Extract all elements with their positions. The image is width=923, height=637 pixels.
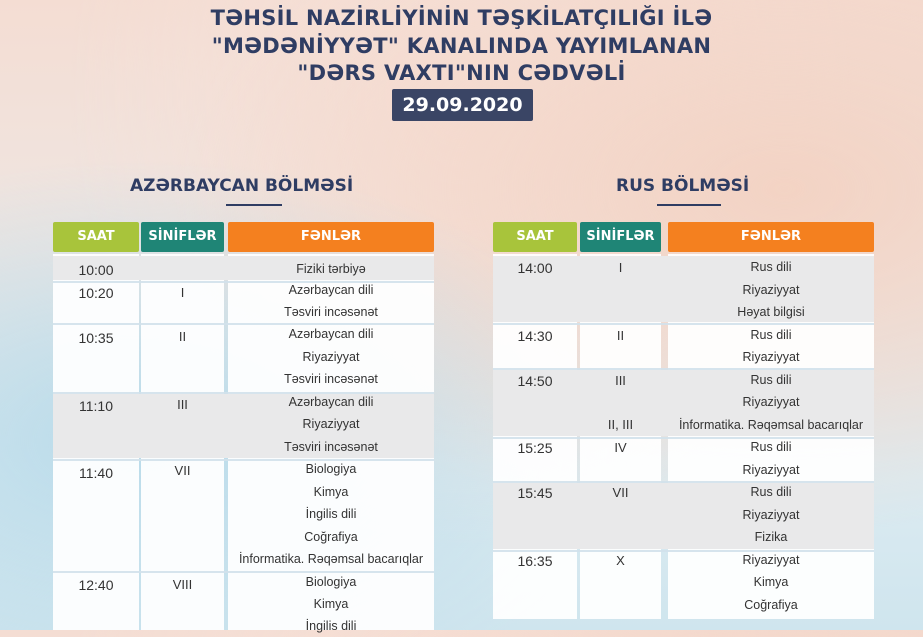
- az-grade: II: [178, 329, 187, 344]
- az-time: 11:10: [79, 398, 113, 414]
- ru-subject: Riyaziyyat: [742, 553, 800, 567]
- ru-subject: Kimya: [753, 575, 789, 589]
- title-line-1: TƏHSİL NAZİRLİYİNİN TƏŞKİLATÇILIĞI İLƏ: [210, 6, 713, 30]
- az-subject: Azərbaycan dili: [288, 395, 374, 409]
- date-badge: 29.09.2020: [392, 89, 533, 121]
- ru-grade: II: [616, 328, 625, 343]
- ru-time: 16:35: [517, 553, 553, 569]
- az-subject: Azərbaycan dili: [288, 327, 374, 341]
- az-subject: Azərbaycan dili: [288, 283, 374, 297]
- ru-time: 15:25: [517, 440, 553, 456]
- ru-grade: X: [616, 553, 625, 568]
- ru-subject: Riyaziyyat: [742, 283, 800, 297]
- ru-section-rule: [657, 204, 721, 206]
- ru-subject: Rus dili: [750, 440, 792, 454]
- ru-subject: Coğrafiya: [744, 598, 798, 612]
- ru-grade: IV: [614, 440, 627, 455]
- az-grade: I: [180, 285, 185, 300]
- ru-subject: Riyaziyyat: [742, 350, 800, 364]
- az-time: 11:40: [79, 465, 113, 481]
- az-subject: İnformatika. Rəqəmsal bacarıqlar: [238, 552, 424, 566]
- az-subject: Biologiya: [305, 575, 357, 589]
- az-subject: Fiziki tərbiyə: [296, 262, 366, 276]
- az-subject: Coğrafiya: [304, 530, 358, 544]
- ru-subject: Rus dili: [750, 485, 792, 499]
- az-header-fenler: FƏNLƏR: [228, 222, 434, 252]
- ru-subject: Riyaziyyat: [742, 508, 800, 522]
- az-grade: VIII: [172, 577, 193, 592]
- az-header-saat: SAAT: [53, 222, 139, 252]
- ru-grade: II, III: [607, 417, 634, 432]
- az-subject: Riyaziyyat: [302, 350, 360, 364]
- az-grade: III: [177, 397, 188, 412]
- ru-subject: Riyaziyyat: [742, 463, 800, 477]
- az-header-sinifler: SİNİFLƏR: [141, 222, 224, 252]
- az-section-title: AZƏRBAYCAN BÖLMƏSİ: [130, 176, 354, 196]
- az-time: 10:00: [78, 262, 114, 278]
- az-subject: Biologiya: [305, 462, 357, 476]
- title-line-3: "DƏRS VAXTI"NIN CƏDVƏLİ: [297, 61, 626, 85]
- az-subject: Təsviri incəsənət: [284, 372, 378, 386]
- ru-header-saat: SAAT: [493, 222, 577, 252]
- title-line-2: "MƏDƏNİYYƏT" KANALINDA YAYIMLANAN: [211, 34, 712, 58]
- az-subject: İngilis dili: [305, 507, 357, 521]
- az-time: 10:35: [78, 330, 114, 346]
- ru-grade: VII: [612, 485, 629, 500]
- ru-subject: İnformatika. Rəqəmsal bacarıqlar: [678, 418, 864, 432]
- az-subject: Kimya: [313, 485, 349, 499]
- ru-time: 15:45: [517, 485, 553, 501]
- ru-subject: Rus dili: [750, 260, 792, 274]
- ru-time: 14:50: [517, 373, 553, 389]
- ru-header-sinifler: SİNİFLƏR: [580, 222, 661, 252]
- ru-subject: Həyat bilgisi: [737, 305, 805, 319]
- az-subject: Kimya: [313, 597, 349, 611]
- ru-grade: III: [615, 373, 626, 388]
- ru-subject: Rus dili: [750, 373, 792, 387]
- az-subject: Riyaziyyat: [302, 417, 360, 431]
- az-grade: VII: [174, 463, 191, 478]
- az-time: 12:40: [78, 577, 114, 593]
- ru-subject: Rus dili: [750, 328, 792, 342]
- az-subject: İngilis dili: [305, 619, 357, 633]
- ru-subject: Fizika: [754, 530, 788, 544]
- az-subject: Təsviri incəsənət: [284, 305, 378, 319]
- ru-subject: Riyaziyyat: [742, 395, 800, 409]
- ru-header-fenler: FƏNLƏR: [668, 222, 874, 252]
- ru-time: 14:00: [517, 260, 553, 276]
- az-time: 10:20: [78, 285, 114, 301]
- ru-section-title: RUS BÖLMƏSİ: [616, 176, 750, 196]
- ru-time: 14:30: [517, 328, 553, 344]
- az-section-rule: [226, 204, 282, 206]
- ru-grade: I: [618, 260, 623, 275]
- az-subject: Təsviri incəsənət: [284, 440, 378, 454]
